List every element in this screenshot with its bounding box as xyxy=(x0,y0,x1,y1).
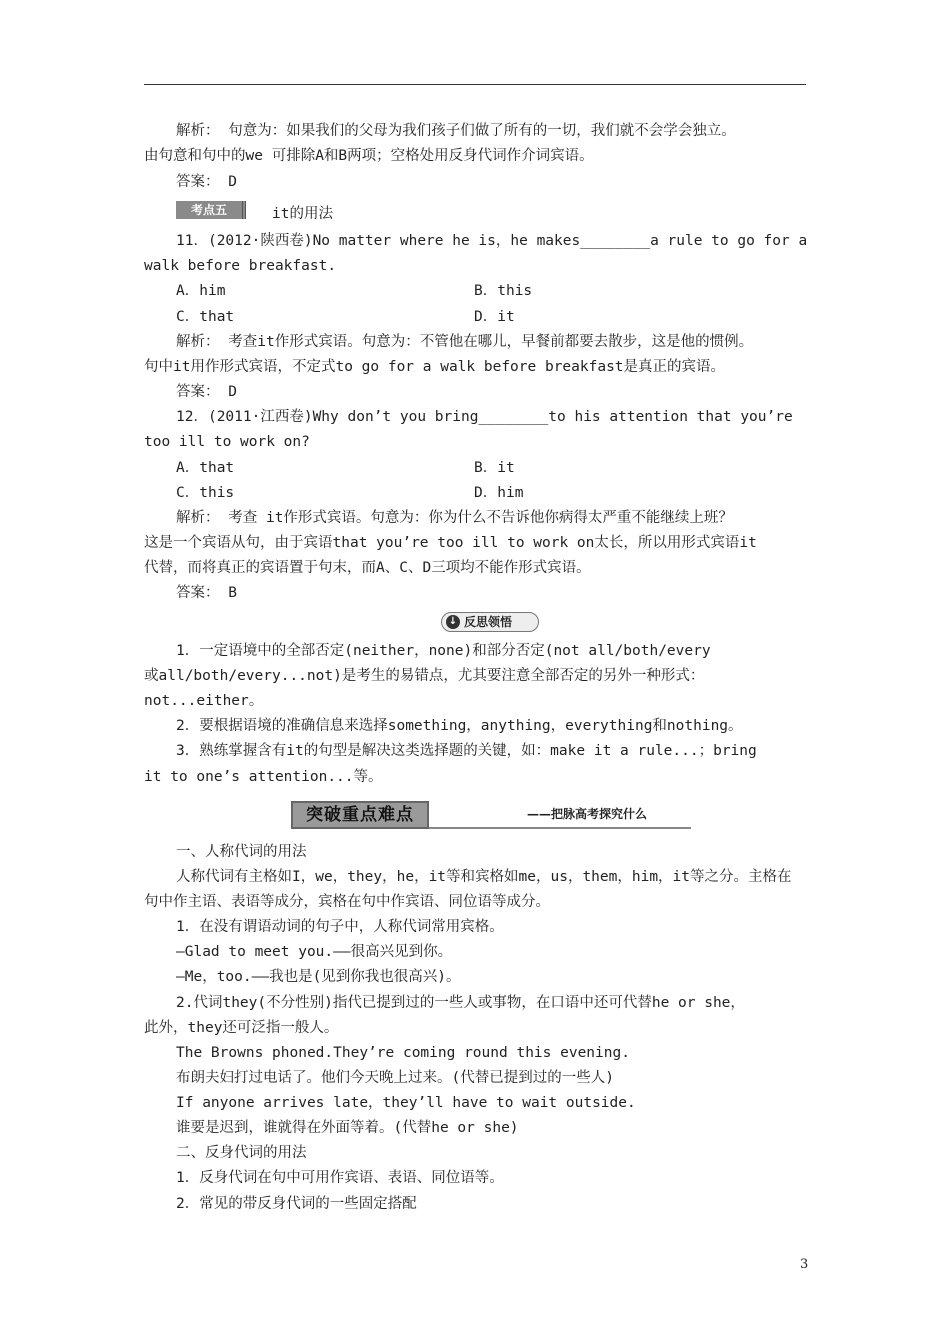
option-b: B．it xyxy=(474,460,515,476)
option-c: C．that xyxy=(176,309,235,325)
text-line: walk before breakfast. xyxy=(144,258,337,274)
text-line: not...either。 xyxy=(144,693,264,709)
kaodian-badge: 考点五 xyxy=(176,201,246,219)
text-line: 2.代词they(不分性别)指代已提到过的一些人或事物，在口语中还可代替he or she， xyxy=(176,995,745,1011)
text-line: 答案： D xyxy=(176,384,237,400)
text-line: 谁要是迟到，谁就得在外面等着。(代替he or she) xyxy=(176,1120,519,1136)
text-line: 此外，they还可泛指一般人。 xyxy=(144,1020,339,1036)
question-12: 12．(2011·江西卷)Why don’t you bring________to his attention that you’re xyxy=(176,409,793,425)
tupo-subtitle: ——把脉高考探究什么 xyxy=(527,807,648,821)
option-a: A．that xyxy=(176,460,235,476)
text-line: 2．常见的带反身代词的一些固定搭配 xyxy=(176,1196,417,1212)
text-line: 1．在没有谓语动词的句子中，人称代词常用宾格。 xyxy=(176,919,504,935)
text-line: 1．反身代词在句中可用作宾语、表语、同位语等。 xyxy=(176,1170,504,1186)
text-line: 2．要根据语境的准确信息来选择something，anything，everything和nothing。 xyxy=(176,718,743,734)
text-line: 由句意和句中的we 可排除A和B两项；空格处用反身代词作介词宾语。 xyxy=(144,148,594,164)
header-rule xyxy=(144,84,806,85)
fansi-label: 反思领悟 xyxy=(464,615,513,629)
text-line: 解析： 考查it作形式宾语。句意为：不管他在哪儿，早餐前都要去散步，这是他的惯例。 xyxy=(176,334,754,350)
text-line: too ill to work on? xyxy=(144,434,310,450)
option-a: A．him xyxy=(176,283,226,299)
fansi-badge xyxy=(441,612,539,632)
text-line: 3．熟练掌握含有it的句型是解决这类选择题的关键，如：make it a rule...；bring xyxy=(176,743,757,759)
question-11: 11．(2012·陕西卷)No matter where he is，he makes________a rule to go for a xyxy=(176,233,808,249)
page-number: 3 xyxy=(800,1257,809,1272)
text-line: 解析： 句意为：如果我们的父母为我们孩子们做了所有的一切，我们就不会学会独立。 xyxy=(176,123,736,139)
text-line: If anyone arrives late，they’ll have to wait outside. xyxy=(176,1095,636,1111)
text-line: 或all/both/every...not)是考生的易错点，尤其要注意全部否定的另外一种形式： xyxy=(144,668,705,684)
text-line: 代替，而将真正的宾语置于句末，而A、C、D三项均不能作形式宾语。 xyxy=(144,560,591,576)
option-d: D．it xyxy=(474,309,515,325)
text-line: The Browns phoned.They’re coming round this evening. xyxy=(176,1045,630,1061)
text-line: it to one’s attention...等。 xyxy=(144,769,383,785)
banner-underline xyxy=(429,827,691,829)
arrow-down-icon: ↓ xyxy=(446,615,460,629)
option-d: D．him xyxy=(474,485,524,501)
text-line: 人称代词有主格如I，we，they，he，it等和宾格如me，us，them，him，it等之分。主格在 xyxy=(176,869,792,885)
section-heading: 一、人称代词的用法 xyxy=(176,844,307,860)
option-c: C．this xyxy=(176,485,235,501)
text-line: 答案： B xyxy=(176,585,237,601)
text-line: 布朗夫妇打过电话了。他们今天晚上过来。(代替已提到过的一些人) xyxy=(176,1070,614,1086)
tupo-banner xyxy=(291,801,691,829)
text-line: 句中it用作形式宾语，不定式to go for a walk before breakfast是真正的宾语。 xyxy=(144,359,726,375)
option-b: B．this xyxy=(474,283,533,299)
text-line: —Me，too.——我也是(见到你我也很高兴)。 xyxy=(176,969,461,985)
section-title: it的用法 xyxy=(272,206,333,222)
tupo-title: 突破重点难点 xyxy=(291,801,429,829)
text-line: 这是一个宾语从句，由于宾语that you’re too ill to work on太长，所以用形式宾语it xyxy=(144,535,757,551)
text-line: —Glad to meet you.——很高兴见到你。 xyxy=(176,944,453,960)
text-line: 答案： D xyxy=(176,174,237,190)
text-line: 句中作主语、表语等成分，宾格在句中作宾语、同位语等成分。 xyxy=(144,894,550,910)
text-line: 解析： 考查 it作形式宾语。句意为：你为什么不告诉他你病得太严重不能继续上班？ xyxy=(176,510,733,526)
section-heading: 二、反身代词的用法 xyxy=(176,1145,307,1161)
text-line: 1．一定语境中的全部否定(neither，none)和部分否定(not all/both/every xyxy=(176,643,711,659)
